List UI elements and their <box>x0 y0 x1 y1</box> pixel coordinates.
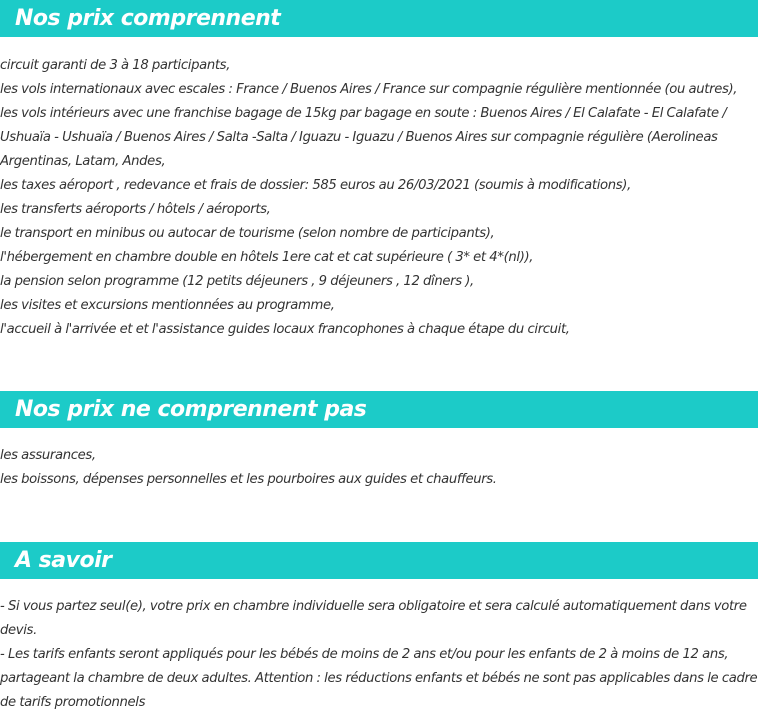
section-header-included: Nos prix comprennent <box>0 0 758 37</box>
list-item: Argentinas, Latam, Andes, <box>0 154 166 169</box>
list-item: de tarifs promotionnels <box>0 695 146 710</box>
not-included-list <box>0 444 758 492</box>
list-item: - Les tarifs enfants seront appliqués pour les bébés de moins de 2 ans et/ou pour les enfants de 2 à moins de 12 ans, <box>0 647 729 662</box>
list-item: les visites et excursions mentionnées au programme, <box>0 298 335 313</box>
list-item: les transferts aéroports / hôtels / aéroports, <box>0 202 271 217</box>
list-item: les assurances, <box>0 448 96 463</box>
section-header-not-included: Nos prix ne comprennent pas <box>0 391 758 428</box>
good-to-know-list <box>0 595 758 715</box>
list-item: l'hébergement en chambre double en hôtels 1ere cat et cat supérieure ( 3* et 4*(nl)), <box>0 250 534 265</box>
list-item: les taxes aéroport , redevance et frais de dossier: 585 euros au 26/03/2021 (soumis à modifications), <box>0 178 631 193</box>
list-item: - Si vous partez seul(e), votre prix en chambre individuelle sera obligatoire et sera calculé automatiquement dans votre <box>0 599 747 614</box>
list-item: devis. <box>0 623 37 638</box>
list-item: Ushuaïa - Ushuaïa / Buenos Aires / Salta -Salta / Iguazu - Iguazu / Buenos Aires sur compagnie régulière (Aerolineas <box>0 130 718 145</box>
list-item: la pension selon programme (12 petits déjeuners , 9 déjeuners , 12 dîners ), <box>0 274 474 289</box>
included-list <box>0 54 758 342</box>
section-header-good-to-know: A savoir <box>0 542 758 579</box>
list-item: le transport en minibus ou autocar de tourisme (selon nombre de participants), <box>0 226 495 241</box>
list-item: les boissons, dépenses personnelles et les pourboires aux guides et chauffeurs. <box>0 472 497 487</box>
list-item: les vols intérieurs avec une franchise bagage de 15kg par bagage en soute : Buenos Aires / El Calafate - El Calafate / <box>0 106 727 121</box>
list-item: les vols internationaux avec escales : France / Buenos Aires / France sur compagnie régulière mentionnée (ou autres), <box>0 82 738 97</box>
list-item: circuit garanti de 3 à 18 participants, <box>0 58 231 73</box>
list-item: l'accueil à l'arrivée et et l'assistance guides locaux francophones à chaque étape du circuit, <box>0 322 570 337</box>
list-item: partageant la chambre de deux adultes. Attention : les réductions enfants et bébés ne sont pas applicables dans le cadre <box>0 671 758 686</box>
